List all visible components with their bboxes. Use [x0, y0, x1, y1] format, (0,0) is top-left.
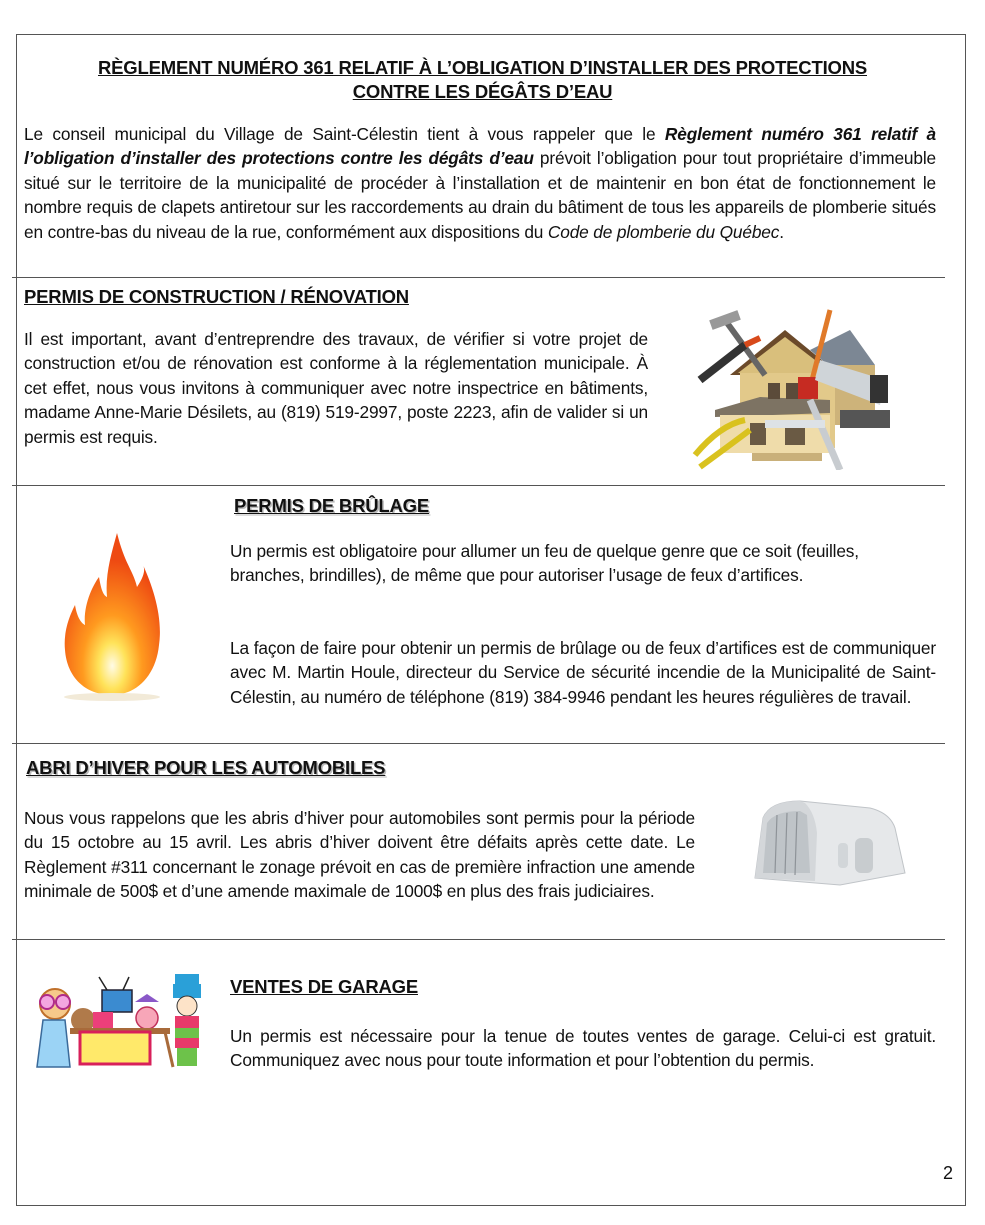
brulage-body-2: La façon de faire pour obtenir un permis de brûlage ou de feux d’artifices est de communiquer avec M. Martin Houle, directeur du Service de sécurité incendie de la Municipalité de Saint-Célestin, au numéro de téléphone (819) 384-9946 pendant les heures régulières de travail. — [230, 638, 936, 707]
section-divider — [12, 485, 945, 486]
garage-sale-image — [25, 972, 215, 1072]
house-tools-image — [690, 305, 895, 470]
reglement-title-line1: RÈGLEMENT NUMÉRO 361 RELATIF À L’OBLIGATION D’INSTALLER DES PROTECTIONS — [98, 57, 867, 78]
reglement-body — [24, 122, 936, 244]
construction-body: Il est important, avant d’entreprendre des travaux, de vérifier si votre projet de construction et/ou de rénovation est conforme à la réglementation municipale. À cet effet, nous vous invitons à communiquer avec notre inspectrice en bâtiments, madame Anne-Marie Désilets, au (819) 519-2997, poste 2223, afin de valider si un permis est requis. — [24, 329, 648, 447]
car-shelter-image — [745, 793, 910, 893]
abri-body: Nous vous rappelons que les abris d’hiver pour automobiles sont permis pour la période du 15 octobre au 15 avril. Les abris d’hiver doivent être défaits après cette date. Le Règlement #311 concernant le zonage prévoit en cas de première infraction une amende minimale de 500$ et d’une amende maximale de 1000$ en plus des frais judiciaires. — [24, 808, 695, 902]
reglement-body-code-name: Code de plomberie du Québec — [547, 221, 780, 242]
flame-image — [55, 525, 170, 705]
house-with-tools-icon — [690, 305, 895, 470]
reglement-body-regulation-name: Règlement numéro 361 relatif à l’obligation d’installer des protections contre les dégâts d’eau — [24, 124, 936, 169]
garage-heading: VENTES DE GARAGE — [230, 976, 418, 997]
garage-body: Un permis est nécessaire pour la tenue de toutes ventes de garage. Celui-ci est gratuit. Communiquez avec nous pour toute information et pour l’obtention du permis. — [230, 1026, 936, 1071]
abri-heading: ABRI D’HIVER POUR LES AUTOMOBILES — [26, 757, 386, 778]
brulage-heading: PERMIS DE BRÛLAGE — [234, 495, 429, 516]
reglement-body-end: . — [779, 221, 784, 242]
reglement-body-intro: Le conseil municipal du Village de Saint-Célestin tient à vous rappeler que le — [24, 124, 665, 144]
flame-icon — [55, 525, 170, 705]
construction-heading: PERMIS DE CONSTRUCTION / RÉNOVATION — [24, 286, 409, 307]
garage-sale-icon — [25, 972, 215, 1072]
page-number: 2 — [943, 1163, 954, 1183]
section-divider — [12, 939, 945, 940]
reglement-body-middle: prévoit l’obligation pour tout propriétaire d’immeuble situé sur le territoire de la municipalité de procéder à l’installation et de maintenir en bon état de fonctionnement le nombre requis de clapets antiretour sur les raccordements au drain du bâtiment de tous les appareils de plomberie situés en contre-bas du niveau de la rue, conformément aux dispositions du — [24, 148, 937, 242]
reglement-title-line2: CONTRE LES DÉGÂTS D’EAU — [352, 81, 613, 102]
brulage-body-1: Un permis est obligatoire pour allumer un feu de quelque genre que ce soit (feuilles, branches, brindilles), de même que pour autoriser l’usage de feux d’artifices. — [230, 541, 859, 586]
section-divider — [12, 277, 945, 278]
section-divider — [12, 743, 945, 744]
car-shelter-icon — [745, 793, 910, 893]
reglement-title — [20, 56, 945, 104]
